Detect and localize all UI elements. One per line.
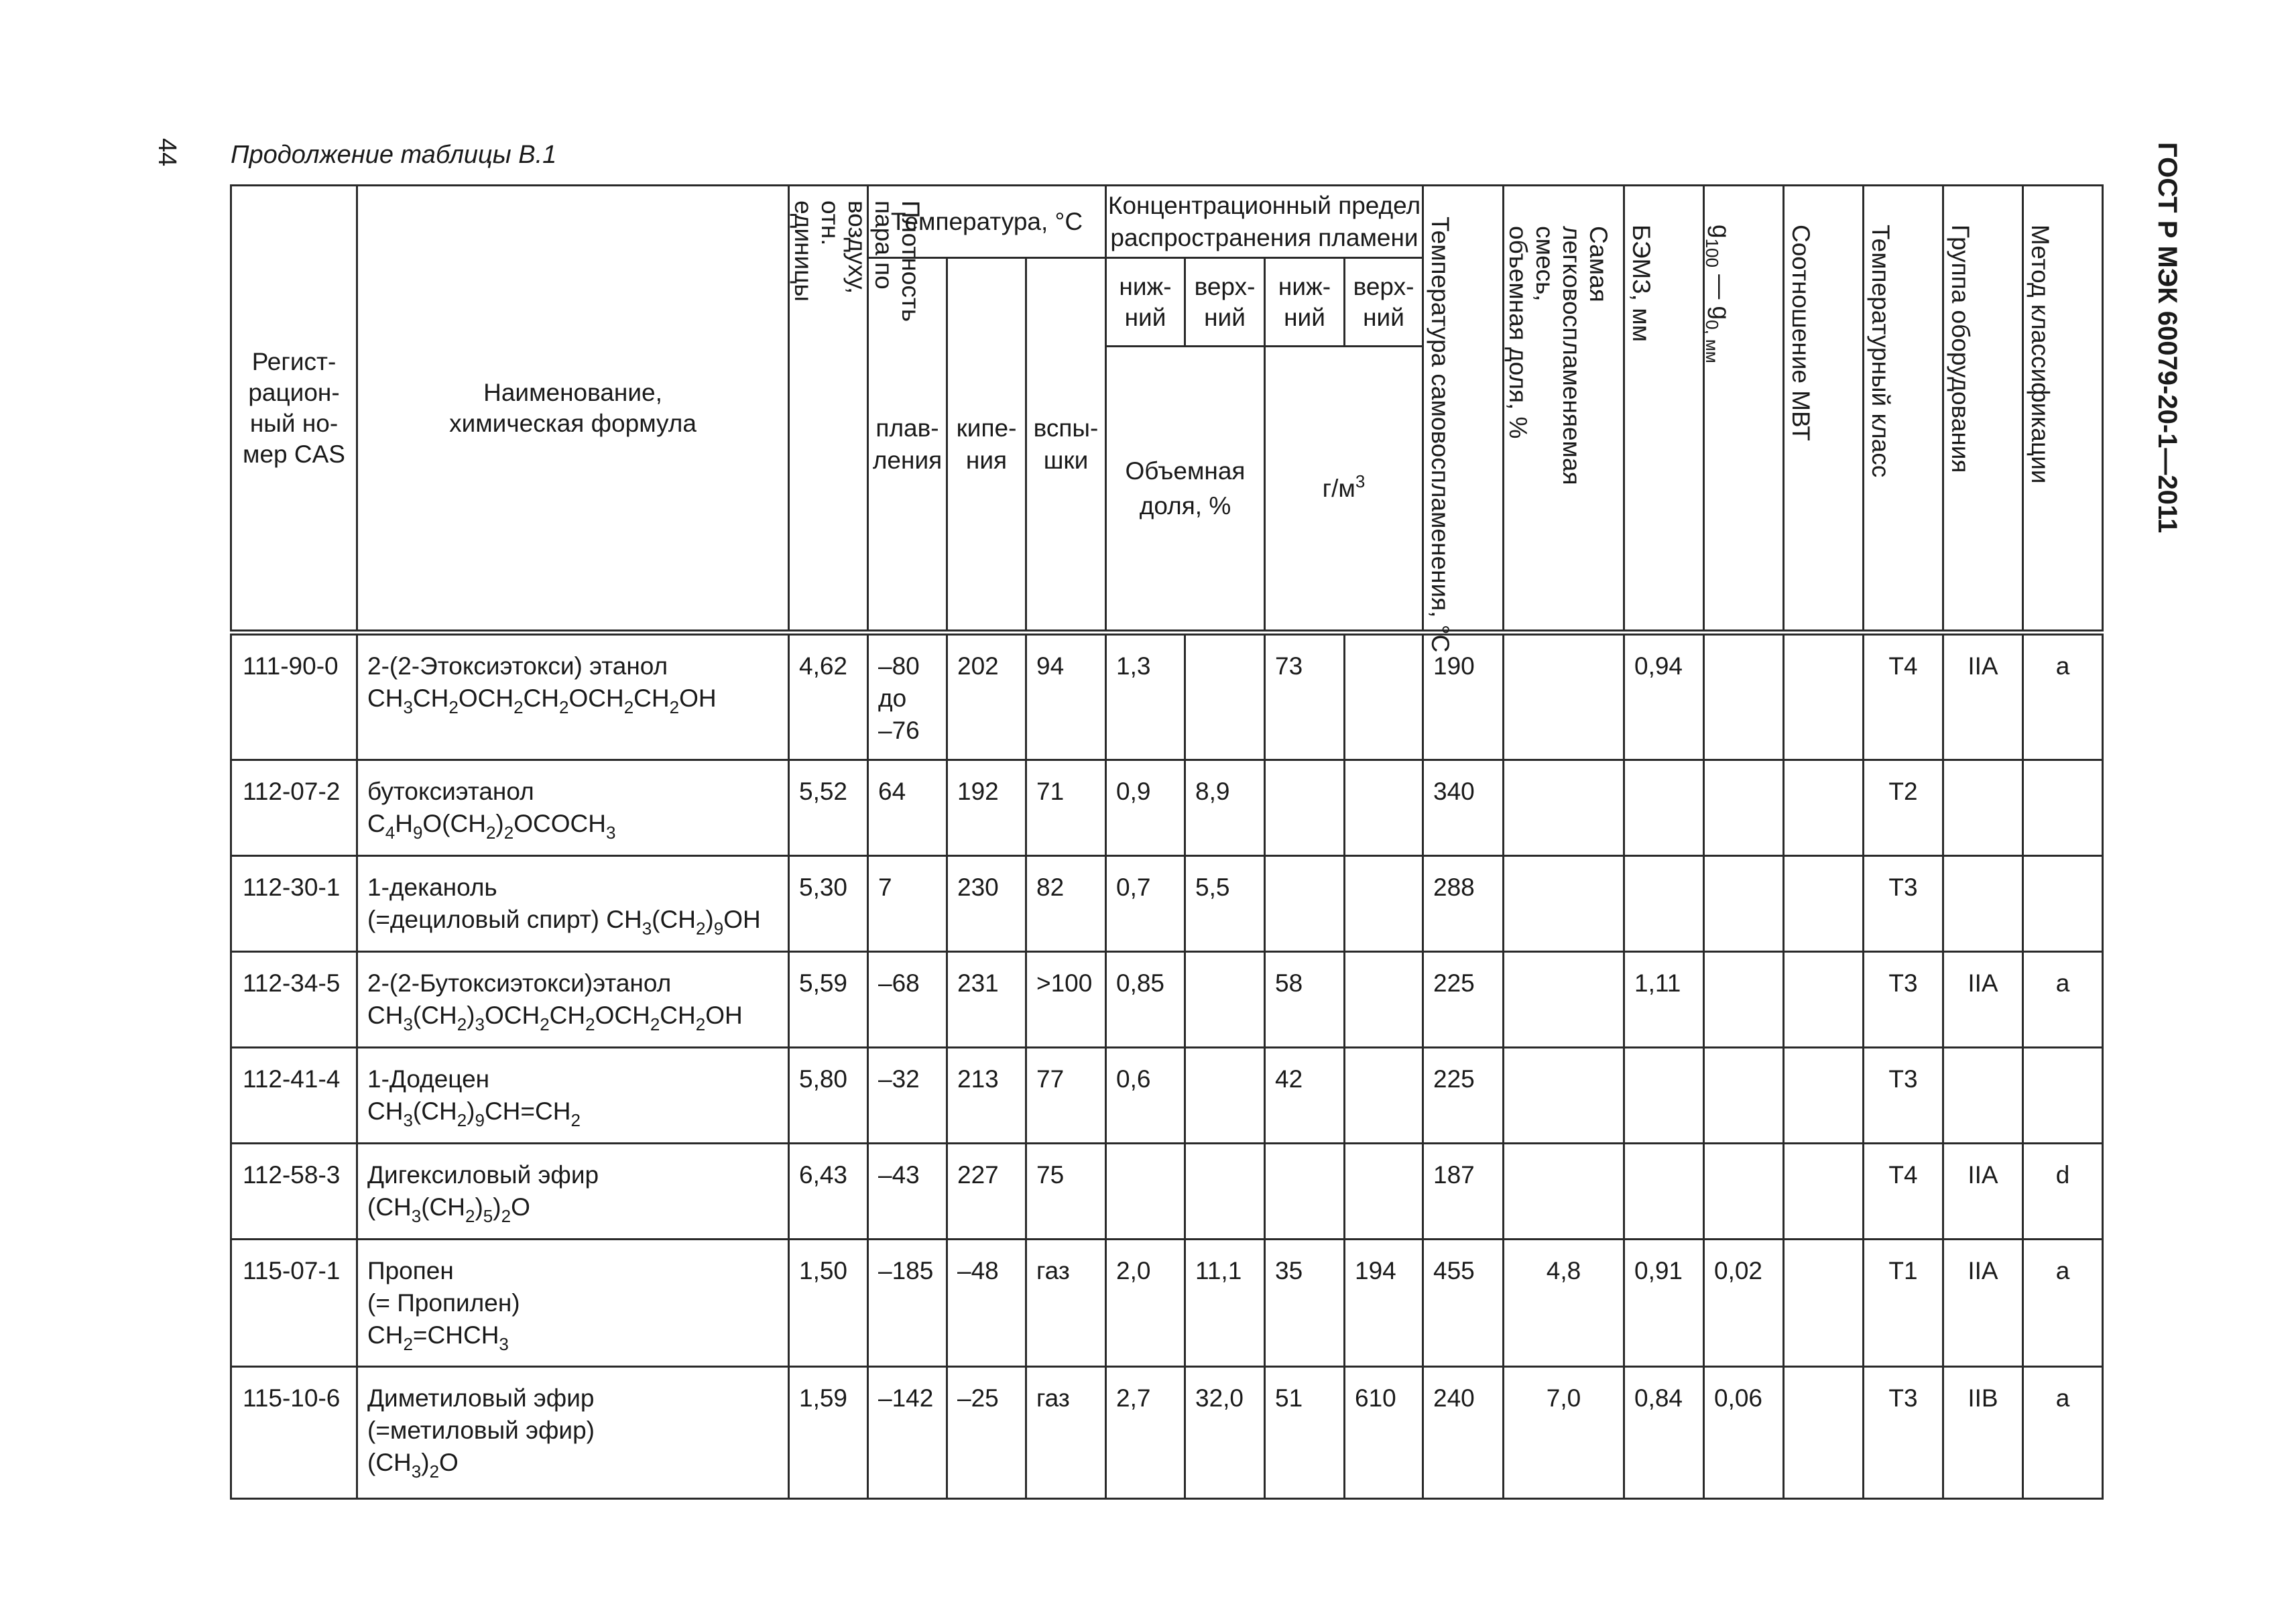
cell-cas: 115-07-1 [231,1240,357,1367]
cell-melting: –185 [868,1240,947,1367]
cell-melting: –43 [868,1144,947,1240]
cell-name [357,952,789,1048]
table-row [231,633,2103,760]
cell-mvt [1784,633,1864,760]
cell-upper-gm3 [1345,952,1423,1048]
cell-upper-gm3 [1345,760,1423,856]
cell-equip-group [1943,1048,2023,1144]
table-row [231,952,2103,1048]
cell-melting: –32 [868,1048,947,1144]
cell-autoignition: 190 [1423,633,1504,760]
cell-upper-vol [1185,952,1265,1048]
cell-lower-vol: 2,0 [1106,1240,1185,1367]
table-row [231,1240,2103,1367]
cell-lower-gm3: 42 [1265,1048,1345,1144]
header-temperature: Температура, °С [868,186,1106,258]
cell-method: a [2023,952,2103,1048]
table-row [231,760,2103,856]
cell-temp-class: T4 [1864,1144,1943,1240]
cell-cas: 112-07-2 [231,760,357,856]
cell-g100 [1704,952,1784,1048]
cell-autoignition: 225 [1423,952,1504,1048]
cell-cas: 115-10-6 [231,1367,357,1499]
cell-flash: 82 [1026,856,1106,952]
cell-g100 [1704,633,1784,760]
header-density: Плотность пара по воздуху, отн. единицы [789,186,868,633]
cell-density: 5,30 [789,856,868,952]
header-most-ignitable: Самая легковоспламеняемая смесь, объемная доля, % [1504,186,1624,633]
cell-melting: –68 [868,952,947,1048]
cell-most-ignitable [1504,633,1624,760]
cell-upper-vol [1185,1144,1265,1240]
cell-cas: 111-90-0 [231,633,357,760]
cell-lower-vol: 0,6 [1106,1048,1185,1144]
cell-temp-class: T1 [1864,1240,1943,1367]
cell-method: a [2023,1367,2103,1499]
cell-method: d [2023,1144,2103,1240]
cell-boiling: –25 [947,1367,1026,1499]
cell-bemz [1624,856,1704,952]
cell-lower-gm3: 73 [1265,633,1345,760]
header-bemz: БЭМЗ, мм [1624,186,1704,633]
cell-melting: –80 до –76 [868,633,947,760]
name-line: $CH_3(CH_2)_9CH=CH_2$ [367,1097,581,1130]
cell-lower-gm3 [1265,760,1345,856]
name-line: 2-(2-Бутоксиэтокси)этанол [367,969,672,997]
header-upper-gm3: верх- ний [1345,258,1423,347]
name-line: (=метиловый эфир) [367,1417,595,1444]
name-line: (= Пропилен) [367,1289,520,1317]
name-line: (=дециловый спирт) $CH_3(CH_2)_9OH$ [367,906,761,939]
cell-most-ignitable [1504,1144,1624,1240]
cell-most-ignitable [1504,856,1624,952]
cell-upper-gm3: 194 [1345,1240,1423,1367]
cell-autoignition: 225 [1423,1048,1504,1144]
cell-most-ignitable [1504,760,1624,856]
cell-equip-group: IIA [1943,1240,2023,1367]
cell-mvt [1784,1048,1864,1144]
cell-bemz [1624,760,1704,856]
cell-lower-vol: 0,9 [1106,760,1185,856]
header-equip-group: Группа оборудования [1943,186,2023,633]
cell-bemz [1624,1144,1704,1240]
header-temp-class: Температурный класс [1864,186,1943,633]
cell-name [357,1240,789,1367]
cell-upper-gm3: 610 [1345,1367,1423,1499]
cell-boiling: 227 [947,1144,1026,1240]
cell-lower-vol: 2,7 [1106,1367,1185,1499]
cell-most-ignitable [1504,952,1624,1048]
cell-most-ignitable [1504,1048,1624,1144]
cell-boiling: 213 [947,1048,1026,1144]
cell-name [357,1367,789,1499]
cell-name [357,1144,789,1240]
cell-equip-group: IIA [1943,1144,2023,1240]
cell-autoignition: 455 [1423,1240,1504,1367]
header-mvt: Соотношение МВТ [1784,186,1864,633]
cell-temp-class: T3 [1864,952,1943,1048]
cell-autoignition: 240 [1423,1367,1504,1499]
header-g100: $g_{100}$ — $g_{0, мм}$ [1704,186,1784,633]
cell-flash: 94 [1026,633,1106,760]
cell-cas: 112-58-3 [231,1144,357,1240]
header-gm3: $г/м^3$ [1265,347,1423,633]
cell-cas: 112-41-4 [231,1048,357,1144]
header-cas: Регист- рацион- ный но- мер CAS [231,186,357,633]
cell-name [357,760,789,856]
cell-mvt [1784,760,1864,856]
standard-title: ГОСТ Р МЭК 60079-20-1—2011 [2153,142,2182,534]
cell-density: 5,59 [789,952,868,1048]
name-line: Дигексиловый эфир [367,1161,599,1189]
cell-method: a [2023,633,2103,760]
cell-g100 [1704,1144,1784,1240]
cell-melting: 64 [868,760,947,856]
cell-temp-class: T2 [1864,760,1943,856]
cell-lower-vol: 1,3 [1106,633,1185,760]
cell-temp-class: T3 [1864,1048,1943,1144]
table-row [231,1144,2103,1240]
name-line: 2-(2-Этоксиэтокси) этанол [367,652,668,680]
page-number: 44 [153,138,181,167]
name-line: 1-Додецен [367,1065,490,1093]
cell-boiling: –48 [947,1240,1026,1367]
cell-flash: 75 [1026,1144,1106,1240]
cell-melting: 7 [868,856,947,952]
cell-equip-group: IIB [1943,1367,2023,1499]
cell-boiling: 202 [947,633,1026,760]
cell-density: 4,62 [789,633,868,760]
name-line: $CH_3CH_2OCH_2CH_2OCH_2CH_2OH$ [367,684,717,717]
cell-boiling: 230 [947,856,1026,952]
cell-g100 [1704,856,1784,952]
cell-method [2023,1048,2103,1144]
cell-most-ignitable: 7,0 [1504,1367,1624,1499]
name-line: Диметиловый эфир [367,1384,595,1412]
cell-temp-class: T4 [1864,633,1943,760]
cell-mvt [1784,1367,1864,1499]
name-line: $CH_2=CHCH_3$ [367,1321,509,1354]
cell-equip-group: IIA [1943,633,2023,760]
cell-flash: 71 [1026,760,1106,856]
cell-density: 5,52 [789,760,868,856]
cell-upper-gm3 [1345,1048,1423,1144]
header-concentration: Концентрационный предел распространения пламени [1106,186,1423,258]
table-row [231,1367,2103,1499]
cell-method [2023,760,2103,856]
cell-method [2023,856,2103,952]
cell-lower-vol: 0,7 [1106,856,1185,952]
header-upper-vol: верх- ний [1185,258,1265,347]
cell-lower-vol: 0,85 [1106,952,1185,1048]
cell-melting: –142 [868,1367,947,1499]
header-flash: вспы- шки [1026,258,1106,633]
cell-lower-gm3: 58 [1265,952,1345,1048]
table-row [231,856,2103,952]
cell-upper-vol: 32,0 [1185,1367,1265,1499]
cell-upper-vol [1185,1048,1265,1144]
cell-upper-gm3 [1345,1144,1423,1240]
cell-bemz: 0,84 [1624,1367,1704,1499]
cell-density: 6,43 [789,1144,868,1240]
cell-equip-group: IIA [1943,952,2023,1048]
name-line: $C_4H_9O(CH_2)_2OCOCH_3$ [367,810,616,843]
name-line: Пропен [367,1257,454,1284]
cell-mvt [1784,1144,1864,1240]
cell-mvt [1784,952,1864,1048]
cell-lower-gm3 [1265,856,1345,952]
cell-boiling: 192 [947,760,1026,856]
cell-density: 1,50 [789,1240,868,1367]
data-table [230,184,2104,1500]
cell-autoignition: 187 [1423,1144,1504,1240]
cell-upper-vol: 8,9 [1185,760,1265,856]
header-volume-fraction: Объемная доля, % [1106,347,1265,633]
header-boiling: кипе- ния [947,258,1026,633]
cell-mvt [1784,856,1864,952]
cell-boiling: 231 [947,952,1026,1048]
cell-density: 5,80 [789,1048,868,1144]
cell-equip-group [1943,760,2023,856]
table-caption: Продолжение таблицы В.1 [231,141,557,169]
header-name: Наименование, химическая формула [357,186,789,633]
name-line: $CH_3(CH_2)_3OCH_2CH_2OCH_2CH_2OH$ [367,1002,743,1034]
table-row [231,1048,2103,1144]
cell-method: a [2023,1240,2103,1367]
cell-mvt [1784,1240,1864,1367]
cell-g100: 0,06 [1704,1367,1784,1499]
cell-equip-group [1943,856,2023,952]
header-lower-vol: ниж- ний [1106,258,1185,347]
cell-upper-gm3 [1345,856,1423,952]
cell-autoignition: 340 [1423,760,1504,856]
cell-temp-class: T3 [1864,1367,1943,1499]
cell-name [357,633,789,760]
cell-upper-vol [1185,633,1265,760]
name-line: $(CH_3)_2O$ [367,1449,459,1482]
cell-upper-vol: 5,5 [1185,856,1265,952]
header-method: Метод классификации [2023,186,2103,633]
cell-lower-vol [1106,1144,1185,1240]
cell-name [357,1048,789,1144]
cell-g100: 0,02 [1704,1240,1784,1367]
name-line: $(CH_3(CH_2)_5)_2O$ [367,1193,530,1226]
cell-temp-class: T3 [1864,856,1943,952]
header-melting: плав- ления [868,258,947,633]
cell-lower-gm3: 51 [1265,1367,1345,1499]
cell-autoignition: 288 [1423,856,1504,952]
cell-cas: 112-34-5 [231,952,357,1048]
cell-lower-gm3 [1265,1144,1345,1240]
header-autoignition: Температура самовоспламенения, °С [1423,186,1504,633]
cell-bemz: 0,94 [1624,633,1704,760]
header-lower-gm3: ниж- ний [1265,258,1345,347]
cell-flash: >100 [1026,952,1106,1048]
cell-upper-vol: 11,1 [1185,1240,1265,1367]
cell-bemz: 0,91 [1624,1240,1704,1367]
cell-density: 1,59 [789,1367,868,1499]
cell-name [357,856,789,952]
cell-most-ignitable: 4,8 [1504,1240,1624,1367]
name-line: 1-деканоль [367,874,497,901]
cell-flash: газ [1026,1367,1106,1499]
cell-g100 [1704,760,1784,856]
cell-flash: газ [1026,1240,1106,1367]
name-line: бутоксиэтанол [367,778,534,805]
cell-g100 [1704,1048,1784,1144]
cell-lower-gm3: 35 [1265,1240,1345,1367]
cell-bemz [1624,1048,1704,1144]
cell-upper-gm3 [1345,633,1423,760]
cell-flash: 77 [1026,1048,1106,1144]
cell-bemz: 1,11 [1624,952,1704,1048]
cell-cas: 112-30-1 [231,856,357,952]
